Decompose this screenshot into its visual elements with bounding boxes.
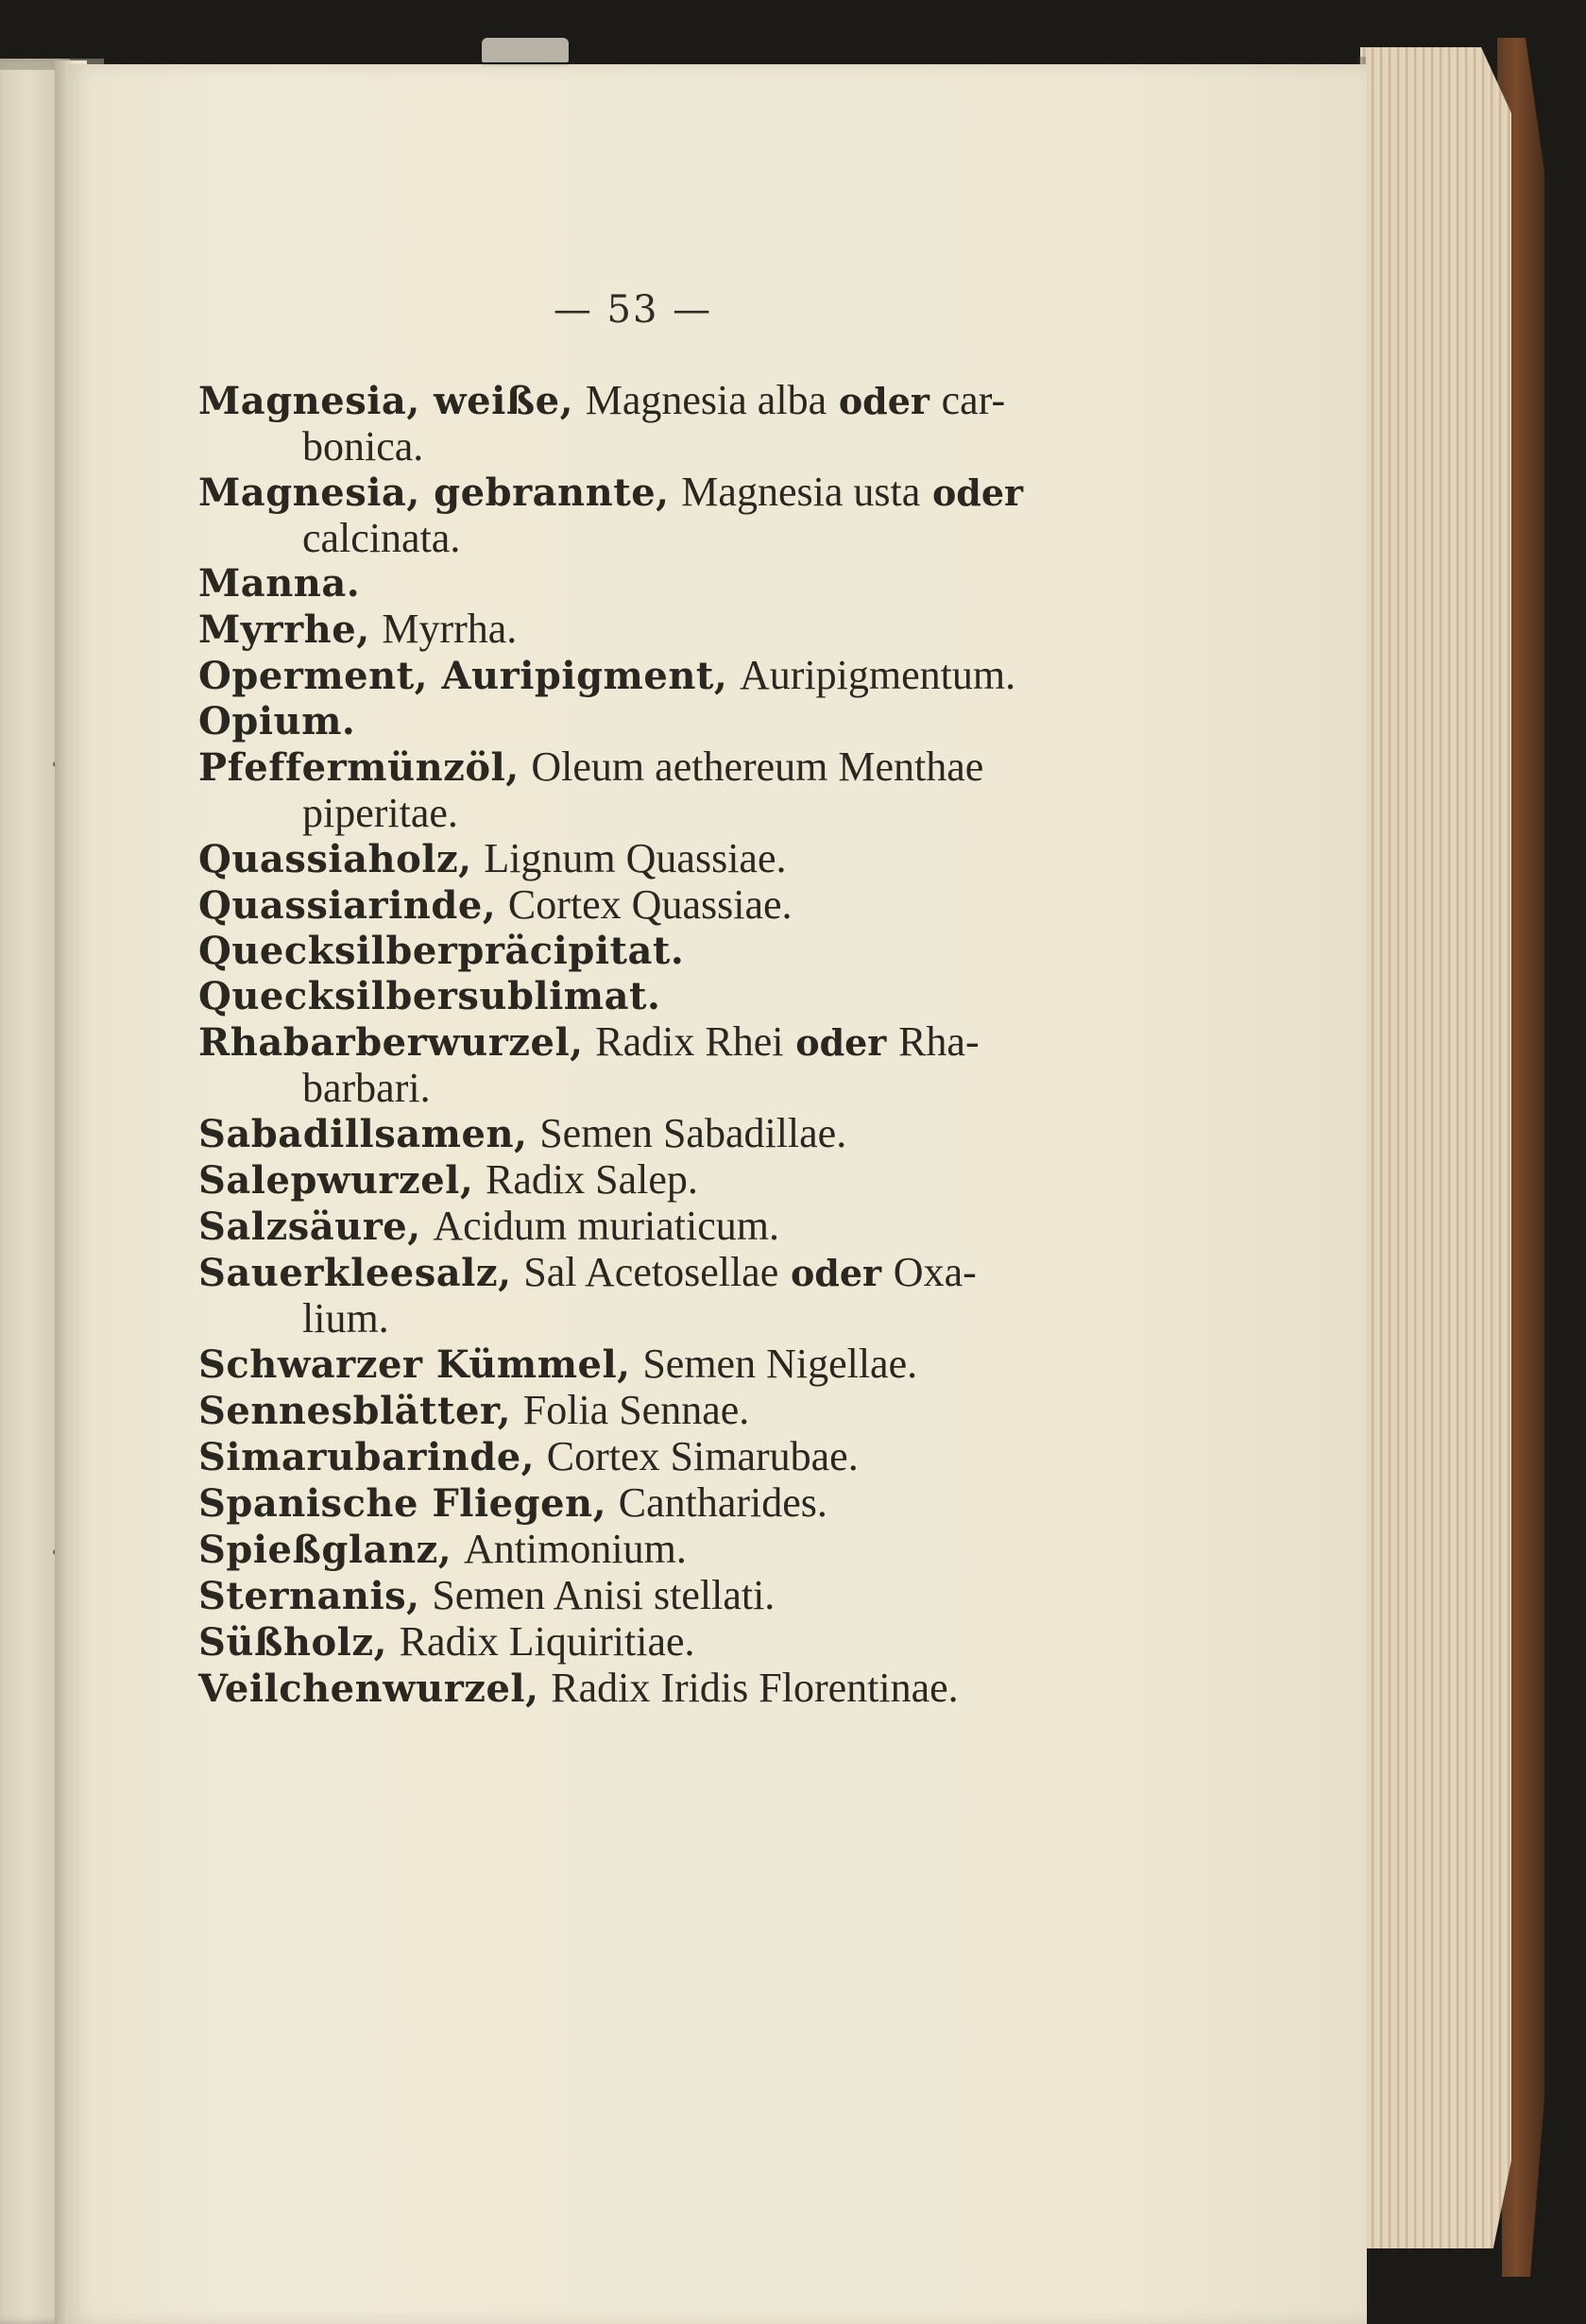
latin-term: Sal Acetosellae [523, 1249, 779, 1295]
german-term: Pfeffermünzöl, [198, 745, 520, 790]
entry-line [198, 929, 1049, 974]
list-item [198, 1111, 1049, 1157]
entry-line [198, 699, 1049, 744]
entry-line [198, 1019, 1049, 1066]
latin-term: Radix Salep. [486, 1156, 698, 1203]
german-term: Manna. [198, 561, 361, 606]
entry-line [198, 470, 1049, 516]
list-item [198, 561, 1049, 607]
list-item [198, 836, 1049, 882]
latin-term-alt: Rha- [898, 1018, 980, 1065]
entry-list [198, 378, 1049, 1712]
german-term: Quassiaholz, [198, 837, 472, 881]
german-term: Spanische Fliegen, [198, 1481, 607, 1526]
list-item [198, 1527, 1049, 1573]
german-term: Sauerkleesalz, [198, 1251, 512, 1295]
entry-line [198, 974, 1049, 1019]
german-term: Magnesia, gebrannte, [198, 470, 670, 515]
latin-term-alt: car- [941, 377, 1006, 423]
conjunction: oder [838, 380, 929, 422]
entry-line [198, 1204, 1049, 1250]
latin-term: Auripigmentum. [740, 652, 1016, 698]
page-number: — 53 — [553, 288, 713, 332]
list-item [198, 974, 1049, 1019]
latin-term: Radix Rhei [595, 1018, 784, 1065]
list-item [198, 1619, 1049, 1666]
entry-line [198, 1573, 1049, 1619]
list-item [198, 607, 1049, 653]
german-term: Veilchenwurzel, [198, 1666, 539, 1711]
list-item [198, 1573, 1049, 1619]
list-item [198, 1341, 1049, 1388]
latin-term: Magnesia usta [681, 469, 921, 515]
list-item [198, 653, 1049, 699]
entry-line [198, 836, 1049, 882]
entry-line [198, 1157, 1049, 1204]
latin-term: Semen Anisi stellati. [432, 1572, 776, 1618]
list-item [198, 470, 1049, 561]
german-term: Quecksilbersublimat. [198, 974, 661, 1018]
page-stack-edges [1360, 47, 1511, 2248]
german-term: Simarubarinde, [198, 1435, 536, 1479]
latin-term: Antimonium. [463, 1526, 687, 1572]
conjunction: oder [795, 1021, 887, 1064]
latin-term: Lignum Quassiae. [484, 835, 787, 881]
entry-line [198, 1619, 1049, 1666]
entry-line [198, 882, 1049, 929]
latin-term: Cantharides. [618, 1479, 827, 1526]
entry-line [198, 653, 1049, 699]
german-term: Quassiarinde, [198, 883, 497, 928]
german-term: Rhabarberwurzel, [198, 1020, 584, 1065]
list-item [198, 378, 1049, 470]
latin-term: Radix Liquiritiae. [399, 1618, 695, 1665]
german-term: Salzsäure, [198, 1205, 421, 1249]
entry-line [198, 1388, 1049, 1434]
german-term: Spießglanz, [198, 1528, 452, 1572]
list-item [198, 1250, 1049, 1341]
german-term: Myrrhe, [198, 607, 370, 652]
entry-line [198, 1434, 1049, 1480]
latin-term: Cortex Quassiae. [507, 881, 793, 928]
list-item [198, 1388, 1049, 1434]
list-item [198, 1480, 1049, 1527]
conjunction: oder [931, 471, 1024, 514]
entry-line [198, 378, 1049, 424]
german-term: Quecksilberpräcipitat. [198, 929, 685, 973]
latin-term-alt: Oxa- [893, 1249, 977, 1295]
latin-term: Myrrha. [382, 606, 518, 652]
conjunction: oder [790, 1252, 882, 1294]
entry-line [198, 1341, 1049, 1388]
latin-term: Cortex Simarubae. [546, 1433, 859, 1479]
latin-term: Acidum muriaticum. [433, 1203, 779, 1249]
german-term: Operment, Auripigment, [198, 654, 728, 698]
list-item [198, 882, 1049, 929]
latin-term: Folia Sennae. [522, 1387, 750, 1433]
list-item [198, 1204, 1049, 1250]
german-term: Sennesblätter, [198, 1389, 512, 1433]
list-item [198, 699, 1049, 744]
entry-line [198, 1527, 1049, 1573]
continuation-line: calcinata. [302, 515, 461, 561]
continuation-line: bonica. [302, 423, 424, 470]
list-item [198, 1019, 1049, 1111]
entry-line [198, 744, 1049, 791]
german-term: Süßholz, [198, 1620, 387, 1665]
entry-line [198, 1250, 1049, 1296]
list-item [198, 929, 1049, 974]
latin-term: Radix Iridis Florentinae. [551, 1665, 959, 1711]
german-term: Sabadillsamen, [198, 1112, 528, 1156]
latin-term: Semen Sabadillae. [539, 1110, 847, 1156]
latin-term: Magnesia alba [585, 377, 827, 423]
latin-term: Oleum aethereum Menthae [531, 743, 984, 790]
german-term: Salepwurzel, [198, 1158, 474, 1203]
list-item [198, 1434, 1049, 1480]
list-item [198, 744, 1049, 836]
latin-term: Semen Nigellae. [642, 1341, 918, 1387]
continuation-line: barbari. [302, 1065, 431, 1111]
german-term: Sternanis, [198, 1574, 420, 1618]
german-term: Opium. [198, 699, 356, 743]
entry-line [198, 607, 1049, 653]
continuation-line: piperitae. [302, 790, 458, 836]
entry-line [198, 561, 1049, 607]
list-item [198, 1666, 1049, 1712]
entry-line [198, 1480, 1049, 1527]
continuation-line: lium. [302, 1295, 389, 1341]
clip-tab [482, 38, 569, 62]
german-term: Schwarzer Kümmel, [198, 1342, 631, 1387]
entry-line [198, 1111, 1049, 1157]
list-item [198, 1157, 1049, 1204]
entry-line [198, 1666, 1049, 1712]
german-term: Magnesia, weiße, [198, 379, 574, 423]
